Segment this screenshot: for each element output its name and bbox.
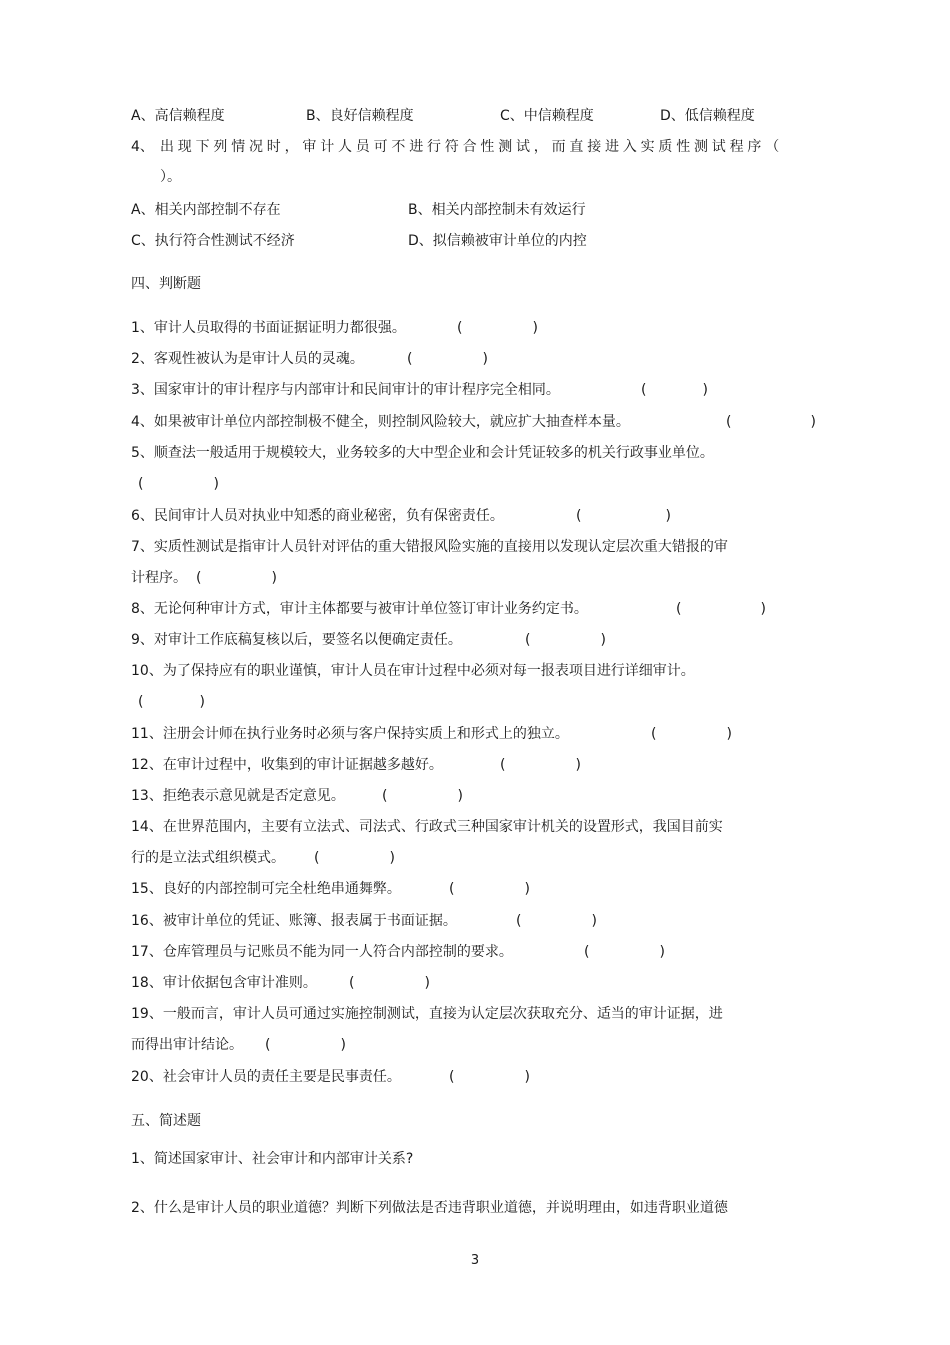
answer-bracket-12: ( ) — [500, 757, 581, 773]
judgment-item-16: 16、被审计单位的凭证、账簿、报表属于书面证据。 — [131, 913, 457, 929]
judgment-item-8: 8、无论何种审计方式，审计主体都要与被审计单位签订审计业务约定书。 — [131, 601, 588, 617]
judgment-item-19-cont: 而得出审计结论。 — [131, 1037, 243, 1053]
answer-bracket-20: ( ) — [449, 1069, 530, 1085]
judgment-item-17: 17、仓库管理员与记账员不能为同一人符合内部控制的要求。 — [131, 944, 513, 960]
short-answer-item-1: 1、简述国家审计、社会审计和内部审计关系? — [131, 1151, 414, 1167]
judgment-item-11: 11、注册会计师在执行业务时必须与客户保持实质上和形式上的独立。 — [131, 726, 569, 742]
judgment-item-7: 7、实质性测试是指审计人员针对评估的重大错报风险实施的直接用以发现认定层次重大错报的审 — [131, 539, 728, 555]
answer-bracket-15: ( ) — [449, 881, 530, 897]
judgment-item-6: 6、民间审计人员对执业中知悉的商业秘密，负有保密责任。 — [131, 508, 504, 524]
q4-option-a: A、相关内部控制不存在 — [131, 202, 281, 218]
answer-bracket-7: ( ) — [196, 570, 277, 586]
short-answer-item-2: 2、什么是审计人员的职业道德？判断下列做法是否违背职业道德，并说明理由，如违背职业道德 — [131, 1200, 728, 1216]
answer-bracket-4: ( ) — [726, 414, 818, 430]
judgment-item-20: 20、社会审计人员的责任主要是民事责任。 — [131, 1069, 401, 1085]
q4-option-d: D、拟信赖被审计单位的内控 — [408, 233, 587, 249]
answer-bracket-5: ( ) — [138, 476, 219, 492]
answer-bracket-13: ( ) — [382, 788, 463, 804]
section-heading-true-false: 四、判断题 — [131, 276, 201, 292]
q4-option-c: C、执行符合性测试不经济 — [131, 233, 295, 249]
q4-option-b: B、相关内部控制未有效运行 — [408, 202, 586, 218]
answer-bracket-2: ( ) — [407, 351, 488, 367]
judgment-item-14: 14、在世界范围内，主要有立法式、司法式、行政式三种国家审计机关的设置形式，我国目前实 — [131, 819, 723, 835]
q4-question-line1: 出现下列情况时，审计人员可不进行符合性测试，而直接进入实质性测试程序（ — [160, 139, 783, 155]
q3-option-d: D、低信赖程度 — [660, 108, 755, 124]
judgment-item-13: 13、拒绝表示意见就是否定意见。 — [131, 788, 345, 804]
judgment-item-10: 10、为了保持应有的职业谨慎，审计人员在审计过程中必须对每一报表项目进行详细审计。 — [131, 663, 695, 679]
answer-bracket-18: ( ) — [349, 975, 430, 991]
answer-bracket-8: ( ) — [676, 601, 768, 617]
judgment-item-18: 18、审计依据包含审计准则。 — [131, 975, 317, 991]
section-heading-short-answer: 五、简述题 — [131, 1113, 201, 1129]
judgment-item-4: 4、如果被审计单位内部控制极不健全，则控制风险较大，就应扩大抽查样本量。 — [131, 414, 630, 430]
q3-option-c: C、中信赖程度 — [500, 108, 594, 124]
answer-bracket-3: ( ) — [641, 382, 708, 398]
judgment-item-2: 2、客观性被认为是审计人员的灵魂。 — [131, 351, 364, 367]
judgment-item-1: 1、审计人员取得的书面证据证明力都很强。 — [131, 320, 406, 336]
judgment-item-14-cont: 行的是立法式组织模式。 — [131, 850, 285, 866]
q3-option-a: A、高信赖程度 — [131, 108, 225, 124]
judgment-item-12: 12、在审计过程中，收集到的审计证据越多越好。 — [131, 757, 443, 773]
q4-question-line2: ）。 — [160, 169, 181, 185]
answer-bracket-17: ( ) — [584, 944, 665, 960]
answer-bracket-11: ( ) — [651, 726, 732, 742]
judgment-item-9: 9、对审计工作底稿复核以后，要签名以便确定责任。 — [131, 632, 462, 648]
page-number: 3 — [470, 1253, 480, 1268]
judgment-item-15: 15、良好的内部控制可完全杜绝串通舞弊。 — [131, 881, 401, 897]
judgment-item-5: 5、顺查法一般适用于规模较大，业务较多的大中型企业和会计凭证较多的机关行政事业单位。 — [131, 445, 714, 461]
judgment-item-3: 3、国家审计的审计程序与内部审计和民间审计的审计程序完全相同。 — [131, 382, 560, 398]
judgment-item-19: 19、一般而言，审计人员可通过实施控制测试，直接为认定层次获取充分、适当的审计证据，进 — [131, 1006, 723, 1022]
q4-number: 4、 — [131, 139, 154, 155]
answer-bracket-10: ( ) — [138, 694, 205, 710]
q3-option-b: B、良好信赖程度 — [306, 108, 414, 124]
answer-bracket-14: ( ) — [314, 850, 395, 866]
judgment-item-7-cont: 计程序。 — [131, 570, 187, 586]
answer-bracket-1: ( ) — [457, 320, 538, 336]
answer-bracket-16: ( ) — [516, 913, 597, 929]
answer-bracket-9: ( ) — [525, 632, 606, 648]
answer-bracket-19: ( ) — [265, 1037, 346, 1053]
answer-bracket-6: ( ) — [576, 508, 671, 524]
